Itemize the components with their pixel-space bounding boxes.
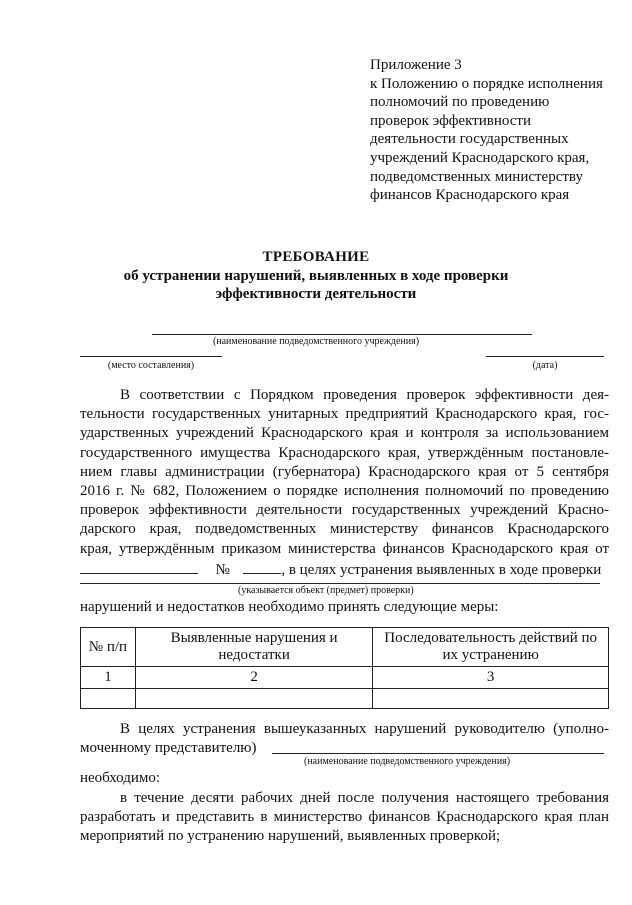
document-title — [0, 248, 632, 304]
text-line: в течение десяти рабочих дней после получения настоящего требования — [120, 790, 609, 806]
paragraph-deadline — [80, 789, 609, 847]
text-line: разработать и представить в министерство финансов Краснодарского края план — [80, 809, 609, 826]
place-line — [80, 356, 222, 357]
table-cell — [81, 689, 136, 709]
appendix-line: подведомственных министерству — [370, 168, 583, 185]
institution-caption: (наименование подведомственного учреждения) — [212, 336, 420, 347]
text-line: проверок эффективности деятельности государственных учреждений Красно- — [80, 502, 609, 519]
appendix-line: финансов Краснодарского края — [370, 187, 570, 204]
appendix-line: Приложение 3 — [370, 57, 462, 73]
table-header-cell: Последовательность действий по их устранению — [373, 628, 609, 667]
appendix-line: учреждений Краснодарского края, — [370, 149, 590, 166]
appendix-line: деятельности государственных — [370, 131, 569, 148]
table-cell — [135, 689, 372, 709]
institution-head-caption: (наименование подведомственного учреждения) — [304, 756, 511, 767]
paragraph-head — [80, 720, 609, 739]
text-line: нием главы администрации (губернатора) Краснодарского края от 5 сентября — [80, 463, 609, 480]
title-subtitle: об устранении нарушений, выявленных в ходе проверки — [123, 267, 509, 284]
measures-intro: нарушений и недостатков необходимо принять следующие меры: — [80, 599, 499, 615]
text-line: государственного имущества Краснодарского края, утверждённым постановле- — [80, 444, 609, 461]
text-line-tail: , в целях устранения выявленных в ходе проверки — [281, 562, 602, 578]
institution-name-line — [152, 334, 532, 335]
place-caption: (место составления) — [107, 360, 195, 371]
institution-head-line — [272, 753, 604, 754]
text-line: 2016 г. № 682, Положением о порядке исполнения полномочий по проведению — [80, 482, 609, 499]
text-line: края, утверждённым приказом министерства финансов Краснодарского края от — [80, 540, 609, 557]
appendix-line: полномочий по проведению — [370, 94, 550, 111]
appendix-header — [370, 56, 603, 205]
measures-table — [80, 627, 609, 709]
table-cell — [373, 689, 609, 709]
table-row — [81, 689, 609, 709]
paragraph-basis — [80, 386, 609, 559]
table-cell: 1 — [81, 667, 136, 689]
table-cell: 3 — [373, 667, 609, 689]
text-line: необходимо: — [80, 770, 161, 786]
date-caption: (дата) — [532, 360, 558, 371]
text-line: дарского края, подведомственных министерству финансов Краснодарского — [80, 521, 609, 538]
title-main: ТРЕБОВАНИЕ — [262, 249, 370, 265]
inspection-object-line — [80, 583, 600, 584]
order-date-blank — [80, 559, 198, 574]
text-line: В целях устранения вышеуказанных нарушений руководителю (уполно- — [120, 721, 609, 737]
date-line — [486, 356, 604, 357]
table-header-cell: Выявленные нарушения и недостатки — [135, 628, 372, 667]
inspection-object-caption: (указывается объект (предмет) проверки) — [238, 585, 414, 596]
table-header-cell: № п/п — [81, 628, 136, 667]
title-subtitle: эффективности деятельности — [215, 286, 417, 302]
table-header-row — [81, 628, 609, 667]
text-line: моченному представителю) — [80, 740, 257, 756]
number-sign: № — [215, 562, 230, 578]
order-reference-line — [80, 559, 601, 580]
order-number-blank — [243, 559, 281, 574]
appendix-line: к Положению о порядке исполнения — [370, 75, 603, 92]
text-line: ударственных учреждений Краснодарского края и контроля за использованием — [80, 425, 609, 442]
text-line: тельности государственных унитарных предприятий Краснодарского края, гос- — [80, 406, 609, 423]
table-row — [81, 667, 609, 689]
appendix-line: проверок эффективности — [370, 112, 531, 129]
text-line: мероприятий по устранению нарушений, выявленных проверкой; — [80, 828, 501, 845]
text-line: В соответствии с Порядком проведения проверок эффективности дея- — [120, 387, 609, 403]
table-cell: 2 — [135, 667, 372, 689]
